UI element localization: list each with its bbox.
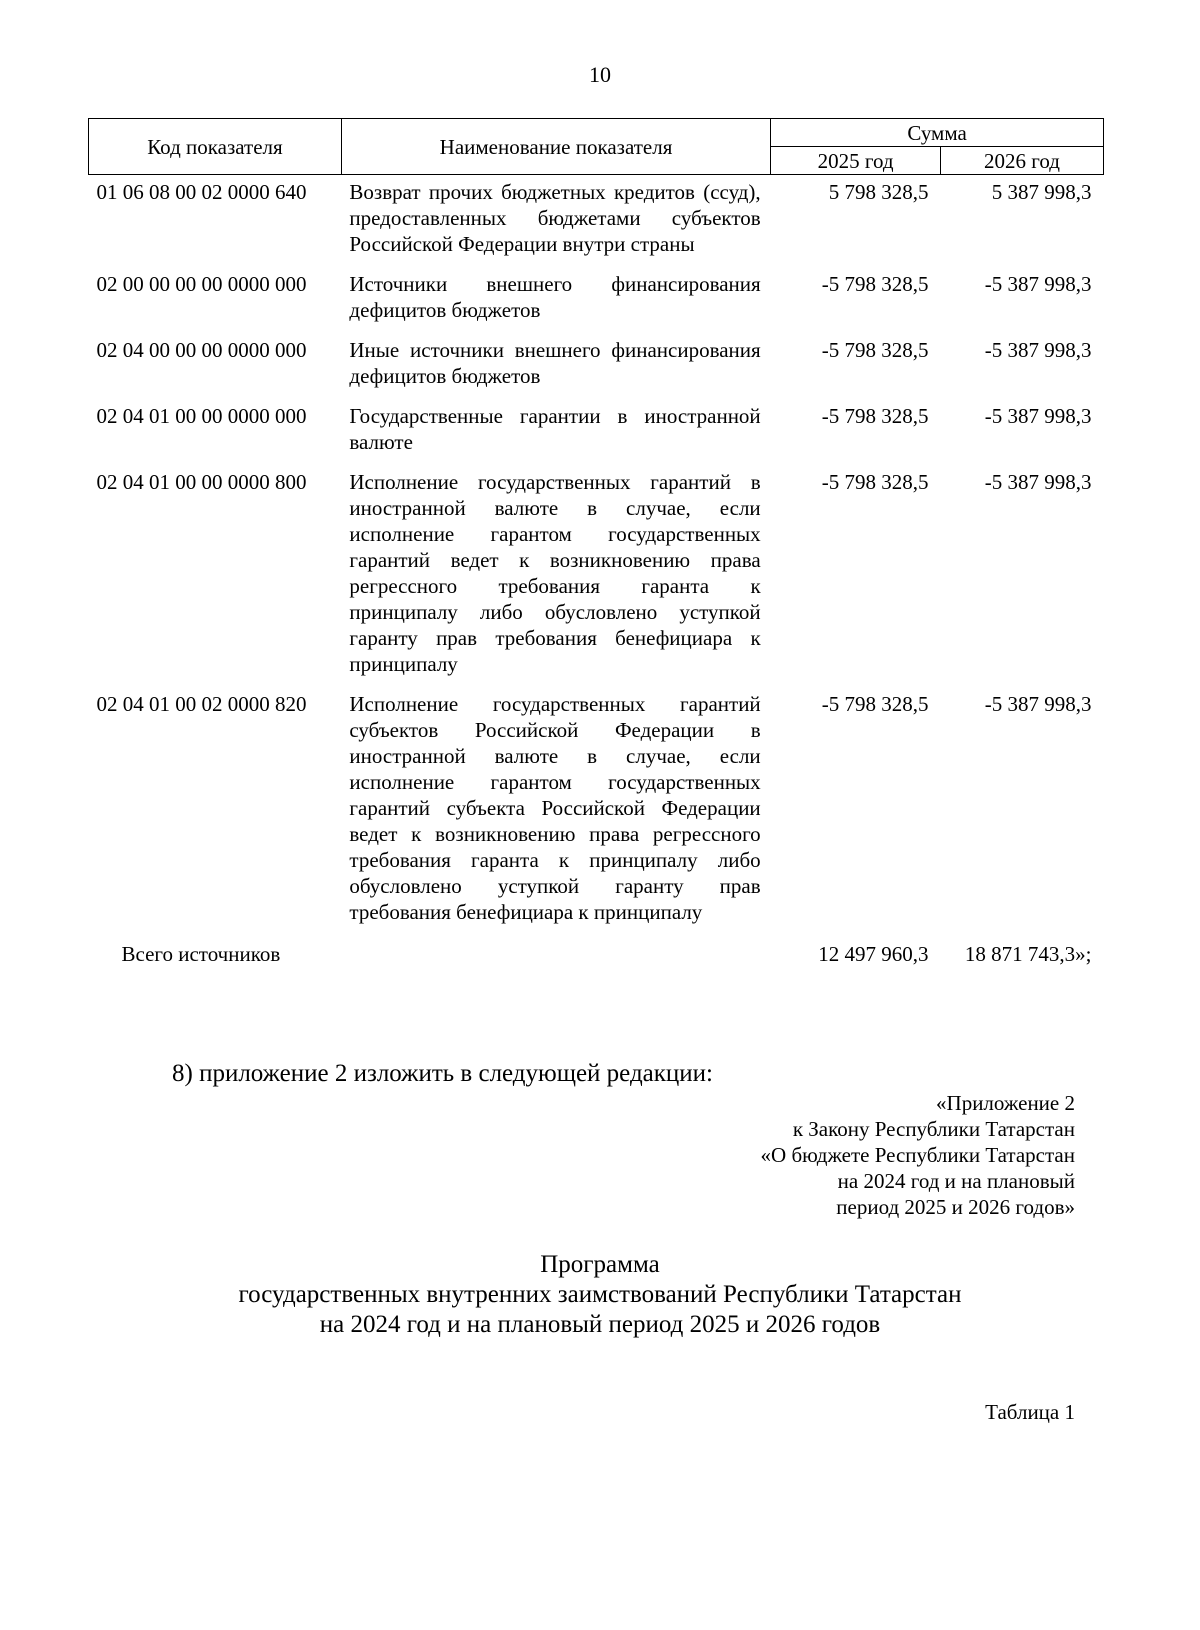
row-name: Возврат прочих бюджетных кредитов (ссуд), предоставленных бюджетами субъектов Российской Федерации внутри страны [349, 180, 761, 256]
appendix-line: на 2024 год и на плановый [837, 1169, 1075, 1193]
row-code: 02 04 01 00 02 0000 820 [96, 692, 307, 716]
header-sum: Сумма [771, 119, 1104, 147]
program-title-line: на 2024 год и на плановый период 2025 и 2026 годов [319, 1311, 881, 1338]
row-value-2026: -5 387 998,3 [984, 338, 1092, 362]
row-code: 01 06 08 00 02 0000 640 [96, 180, 307, 204]
row-name: Государственные гарантии в иностранной валюте [349, 404, 761, 454]
appendix-heading [761, 1090, 1075, 1220]
total-row [89, 939, 1104, 967]
total-value-2026: 18 871 743,3»; [964, 942, 1092, 966]
program-title-line: государственных внутренних заимствований Республики Татарстан [238, 1281, 962, 1308]
row-value-2025: -5 798 328,5 [821, 338, 929, 362]
table-row [89, 403, 1104, 469]
program-title [0, 1250, 1200, 1340]
row-code: 02 00 00 00 00 0000 000 [96, 272, 307, 296]
amendment-text: 8) приложение 2 изложить в следующей редакции: [172, 1060, 713, 1087]
row-value-2026: -5 387 998,3 [984, 404, 1092, 428]
page-number: 10 [589, 62, 611, 87]
row-value-2025: -5 798 328,5 [821, 272, 929, 296]
total-value-2025: 12 497 960,3 [818, 942, 929, 966]
header-year-2025: 2025 год [771, 147, 941, 175]
program-title-line: Программа [540, 1251, 660, 1278]
table-row [89, 469, 1104, 691]
table-label: Таблица 1 [985, 1400, 1075, 1424]
table-row [89, 175, 1104, 272]
row-name: Иные источники внешнего финансирования дефицитов бюджетов [349, 338, 761, 388]
appendix-line: период 2025 и 2026 годов» [836, 1195, 1075, 1219]
row-value-2026: -5 387 998,3 [984, 470, 1092, 494]
total-label: Всего источников [121, 942, 281, 966]
row-value-2025: -5 798 328,5 [821, 404, 929, 428]
header-year-2026: 2026 год [941, 147, 1104, 175]
row-name: Источники внешнего финансирования дефицитов бюджетов [349, 272, 761, 322]
header-name: Наименование показателя [341, 119, 770, 175]
row-code: 02 04 01 00 00 0000 000 [96, 404, 307, 428]
appendix-line: к Закону Республики Татарстан [792, 1117, 1075, 1141]
row-value-2025: 5 798 328,5 [828, 180, 929, 204]
table-row [89, 337, 1104, 403]
header-code: Код показателя [89, 119, 342, 175]
table-row [89, 271, 1104, 337]
row-code: 02 04 00 00 00 0000 000 [96, 338, 307, 362]
appendix-line: «О бюджете Республики Татарстан [760, 1143, 1075, 1167]
row-value-2026: -5 387 998,3 [984, 272, 1092, 296]
row-value-2025: -5 798 328,5 [821, 470, 929, 494]
appendix-line: «Приложение 2 [936, 1091, 1075, 1115]
row-name: Исполнение государственных гарантий субъектов Российской Федерации в иностранной валюте в случае, если исполнение гарантом государственных гарантий субъекта Российской Федерации ведет к возникновению права регрессного требования гаранта к принципалу либо обусловлено уступкой гаранту прав требования бенефициара к принципалу [349, 692, 761, 924]
row-value-2026: 5 387 998,3 [991, 180, 1092, 204]
row-value-2026: -5 387 998,3 [984, 692, 1092, 716]
row-code: 02 04 01 00 00 0000 800 [96, 470, 307, 494]
row-name: Исполнение государственных гарантий в иностранной валюте в случае, если исполнение гарантом государственных гарантий ведет к возникновению права регрессного требования гаранта к принципалу либо обусловлено уступкой гаранту прав требования бенефициара к принципалу [349, 470, 761, 676]
sources-table [88, 118, 1104, 967]
table-row [89, 691, 1104, 939]
row-value-2025: -5 798 328,5 [821, 692, 929, 716]
